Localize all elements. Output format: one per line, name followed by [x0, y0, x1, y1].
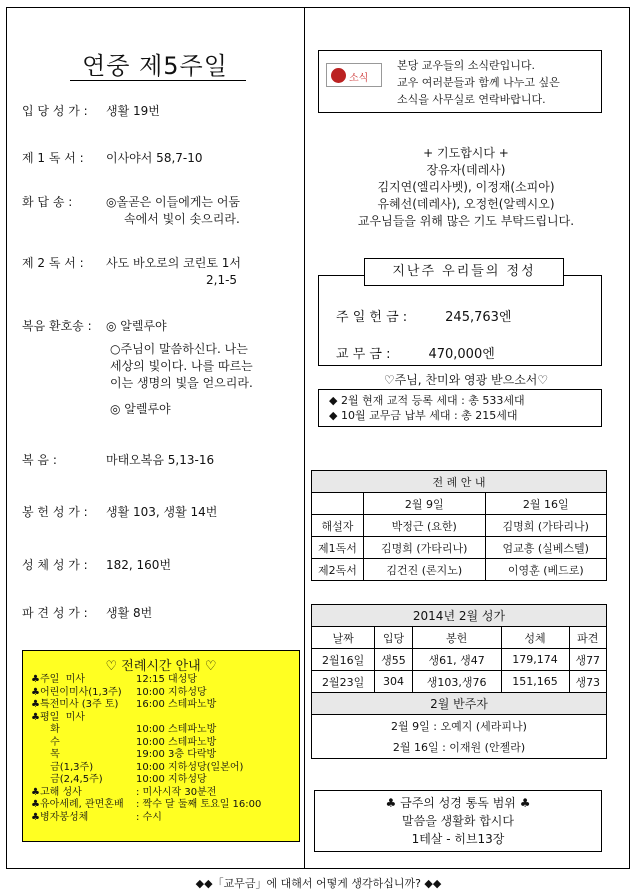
hymn-table: 2014년 2월 성가 날짜 입당 봉헌 성체 파견 2월16일 생55 생61, 생47 179,174 생77 2월23일 304 생103,생76 151,165 생73 2월 반주자 2월 9일 : 오예지 (세라피나) 2월 16일 : 이재원 (안젤라) [311, 604, 607, 759]
offertory-hymn: 봉 헌 성 가 : 생활 103, 생활 14번 [22, 505, 218, 519]
entrance-hymn: 입 당 성 가 : 생활 19번 [22, 104, 160, 118]
title-underline [70, 80, 246, 81]
registration-notes: ◆ 2월 현재 교적 등록 세대 : 총 533세대 ◆ 10월 교무금 납부 세대 : 총 215세대 [318, 389, 602, 427]
news-box [318, 50, 602, 113]
schedule-line: 금(1,3주) 10:00 지하성당(일본어) [31, 761, 244, 773]
liturgy-schedule-box [22, 650, 300, 842]
schedule-line: ♣특전미사 (3주 토) 16:00 스테파노방 [31, 699, 217, 710]
schedule-line: ♣어린이미사(1,3주) 10:00 지하성당 [31, 686, 207, 698]
second-reading-ref: 2,1-5 [206, 273, 238, 287]
column-divider [304, 7, 305, 869]
schedule-header: ♡ 전례시간 안내 ♡ [105, 659, 217, 674]
alleluia-end: ◎ 알렐루야 [110, 402, 171, 416]
schedule-line: ♣고해 성사 : 미사시작 30분전 [31, 786, 217, 798]
schedule-line: ♣평일 미사 [31, 711, 85, 723]
recessional-hymn: 파 견 성 가 : 생활 8번 [22, 606, 153, 620]
schedule-line: 목 19:00 3층 다락방 [31, 749, 217, 760]
offering-title: 지난주 우리들의 정성 [364, 258, 564, 286]
bible-reading-box: ♣ 금주의 성경 통독 범위 ♣ 말씀을 생활화 합시다 1테살 - 히브13장 [314, 790, 602, 852]
psalm: 화 답 송 : ◎올곧은 이들에게는 어둠 [22, 195, 241, 209]
schedule-lines [23, 674, 299, 824]
liturgy-table: 전 례 안 내 2월 9일 2월 16일 해설자 박정근 (요한) 김명희 (가타리나) 제1독서 김명희 (가타리나) 엄교흥 (실베스텔) 제2독서 김건진 (론지노) 이영훈 (베드로) [311, 470, 607, 581]
alleluia: 복음 환호송 : ◎ 알렐루야 [22, 319, 167, 333]
psalm-line2: 속에서 빛이 솟으리라. [124, 212, 240, 226]
schedule-line: ♣주일 미사 12:15 대성당 [31, 674, 197, 685]
page-title: 연중 제5주일 [82, 52, 228, 80]
sunday-offering: 주 일 헌 금 : 245,763엔 [336, 310, 512, 325]
schedule-line: 수 10:00 스테파노방 [31, 736, 217, 748]
prayer-section: + 기도합시다 + 장유자(데레사) 김지연(엘리사벳), 이정재(소피아) 유혜선(데레사), 오정헌(알렉시오) 교우님들을 위해 많은 기도 부탁드립니다. [357, 146, 575, 228]
alleluia-verse: ○주님이 말씀하신다. 나는 세상의 빛이다. 나를 따르는 이는 생명의 빛을 얻으리라. [110, 342, 253, 390]
gospel: 복 음 : 마태오복음 5,13-16 [22, 453, 215, 467]
schedule-line: ♣병자봉성체 : 수시 [31, 811, 162, 823]
first-reading: 제 1 독 서 : 이사야서 58,7-10 [22, 151, 203, 165]
news-icon: 소식 [326, 63, 382, 87]
news-message: 본당 교우들의 소식란입니다. 교우 여러분들과 함께 나누고 싶은 소식을 사무실로 연락바랍니다. [397, 59, 560, 106]
communion-hymn: 성 체 성 가 : 182, 160번 [22, 558, 172, 572]
schedule-line: 화 10:00 스테파노방 [31, 724, 217, 735]
dues: 교 무 금 : 470,000엔 [336, 347, 495, 362]
second-reading: 제 2 독 서 : 사도 바오로의 코린토 1서 [22, 256, 241, 270]
schedule-line: ♣유아세례, 관면혼배 : 짝수 달 둘째 토요일 16:00 [31, 799, 262, 810]
blessing: ♡주님, 찬미와 영광 받으소서♡ [383, 373, 549, 387]
schedule-line: 금(2,4,5주) 10:00 지하성당 [31, 774, 207, 785]
footer-note: ◆◆「교무금」에 대해서 어떻게 생각하십니까? ◆◆ [195, 877, 442, 890]
